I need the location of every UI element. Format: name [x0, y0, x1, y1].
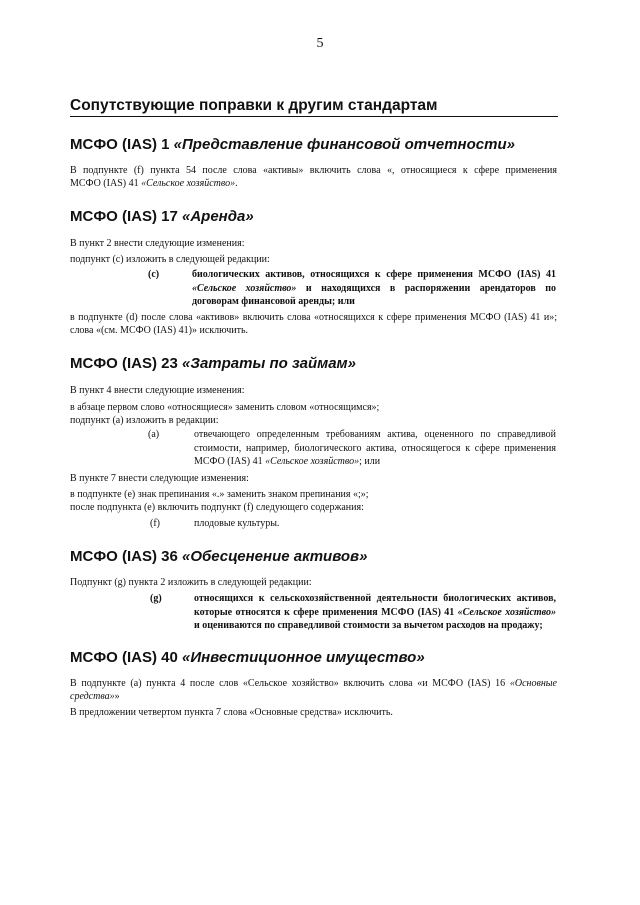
- list-item-g: [150, 592, 557, 634]
- section-heading-ias23: [70, 355, 356, 372]
- item-line: стоимости, например, биологического актива, относящегося к сфере применения: [194, 442, 556, 454]
- item-label: (c): [148, 269, 160, 280]
- section-name: «Инвестиционное имущество»: [181, 649, 425, 666]
- item-line: биологических активов, относящихся к сфере применения МСФО (IAS) 41: [192, 269, 556, 280]
- section-code: МСФО (IAS) 40: [70, 649, 178, 666]
- item-line: и оцениваются по справедливой стоимости за вычетом расходов на продажу;: [194, 620, 543, 631]
- section-name: «Обесценение активов»: [181, 548, 368, 565]
- paragraph: В подпункте (а) пункта 4 после слов «Сельское хозяйство» включить слова «и МСФО (IAS) 16 «Основные: [70, 678, 557, 689]
- paragraph: в подпункте (d) после слова «активов» включить слова «относящихся к сфере применения МСФО (IAS) 41 и»;: [70, 312, 557, 323]
- paragraph: В пункт 4 внести следующие изменения:: [70, 385, 245, 396]
- item-line: отвечающего определенным требованиям актива, оцененного по справедливой: [194, 429, 556, 440]
- section-code: МСФО (IAS) 23: [70, 355, 178, 372]
- main-title: Сопутствующие поправки к другим стандартам: [70, 97, 558, 117]
- paragraph: В предложении четвертом пункта 7 слова «Основные средства» исключить.: [70, 707, 393, 718]
- item-label: (g): [150, 593, 162, 604]
- paragraph: подпункт (с) изложить в следующей редакции:: [70, 254, 270, 265]
- paragraph: слова «(см. МСФО (IAS) 41)» исключить.: [70, 325, 249, 336]
- section-name: «Аренда»: [181, 208, 254, 225]
- paragraph: В пункте 7 внести следующие изменения:: [70, 473, 249, 484]
- paragraph: МСФО (IAS) 41 «Сельское хозяйство».: [70, 178, 238, 189]
- paragraph: в абзаце первом слово «относящиеся» заменить словом «относящимся»;: [70, 402, 380, 413]
- list-item-f: [150, 517, 557, 531]
- paragraph: Подпункт (g) пункта 2 изложить в следующей редакции:: [70, 577, 312, 588]
- paragraph: после подпункта (е) включить подпункт (f) следующего содержания:: [70, 502, 364, 513]
- section-name: «Затраты по займам»: [181, 355, 356, 372]
- section-code: МСФО (IAS) 1: [70, 136, 170, 153]
- section-heading-ias17: [70, 208, 254, 225]
- section-name: «Представление финансовой отчетности»: [173, 136, 515, 153]
- section-heading-ias40: [70, 649, 425, 666]
- paragraph: В пункт 2 внести следующие изменения:: [70, 238, 245, 249]
- section-heading-ias36: [70, 548, 367, 565]
- item-label: (f): [150, 518, 160, 529]
- list-item-a: [148, 428, 557, 470]
- item-label: (a): [148, 429, 160, 440]
- item-line: МСФО (IAS) 41 «Сельское хозяйство»; или: [194, 456, 381, 467]
- paragraph: средства»»: [70, 691, 120, 702]
- paragraph: подпункт (а) изложить в редакции:: [70, 415, 219, 426]
- paragraph: В подпункте (f) пункта 54 после слова «активы» включить слова «, относящиеся к сфере применения: [70, 165, 557, 176]
- item-line: плодовые культуры.: [194, 518, 280, 529]
- section-code: МСФО (IAS) 36: [70, 548, 178, 565]
- item-line: которые относятся к сфере применения МСФО (IAS) 41 «Сельское хозяйство»: [194, 606, 556, 618]
- item-line: относящихся к сельскохозяйственной деятельности биологических активов,: [194, 593, 556, 604]
- page-number: 5: [316, 36, 324, 51]
- section-code: МСФО (IAS) 17: [70, 208, 178, 225]
- paragraph: в подпункте (е) знак препинания «.» заменить знаком препинания «;»;: [70, 489, 369, 500]
- item-line: договорам финансовой аренды; или: [192, 296, 355, 307]
- list-item-c: [148, 268, 557, 310]
- section-heading-ias1: [70, 136, 515, 153]
- item-line: «Сельское хозяйство» и находящихся в распоряжении арендаторов по: [192, 282, 556, 294]
